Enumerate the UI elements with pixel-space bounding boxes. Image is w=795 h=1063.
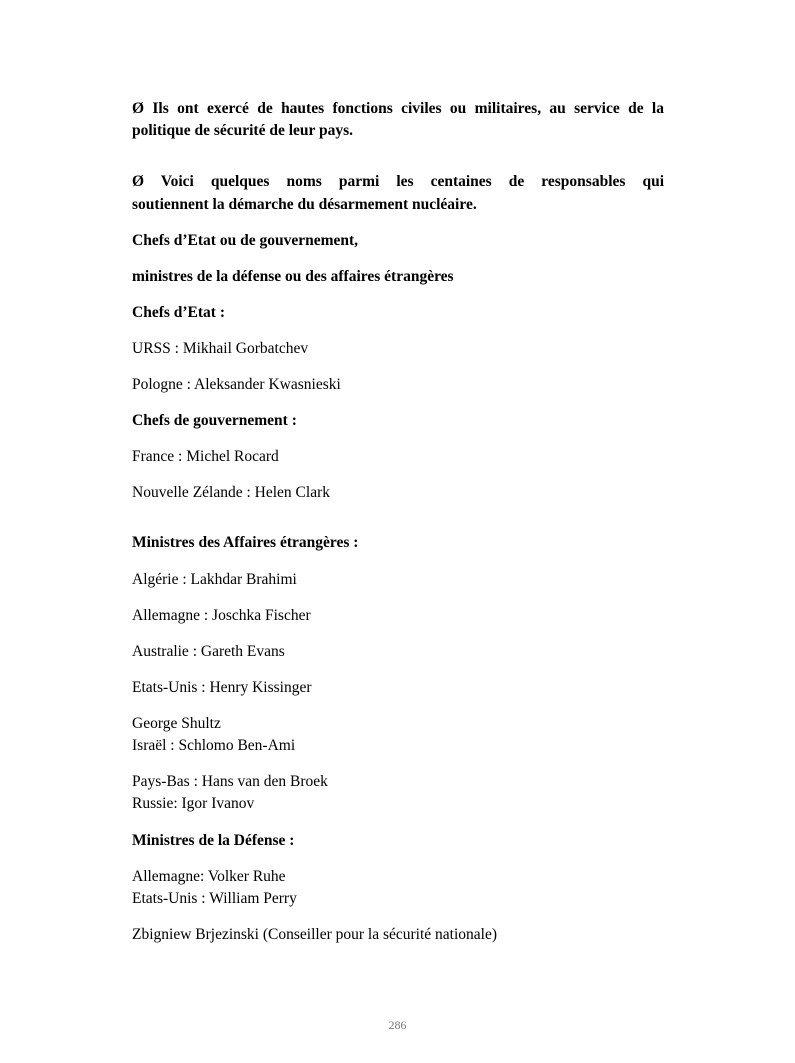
list-item: France : Michel Rocard xyxy=(132,448,279,465)
list-item: Pays-Bas : Hans van den Broek xyxy=(132,773,328,790)
list-item: Algérie : Lakhdar Brahimi xyxy=(132,571,297,588)
list-item: George Shultz xyxy=(132,715,221,732)
list-item: Pologne : Aleksander Kwasnieski xyxy=(132,376,341,393)
para1-line1: Ø Ils ont exercé de hautes fonctions civiles ou militaires, au service de la xyxy=(132,100,664,117)
section-title-defense: Ministres de la Défense : xyxy=(132,832,295,849)
list-item: URSS : Mikhail Gorbatchev xyxy=(132,340,309,357)
section-title-chefs-etat: Chefs d’Etat : xyxy=(132,304,225,321)
list-item: Etats-Unis : Henry Kissinger xyxy=(132,679,312,696)
list-item: Zbigniew Brjezinski (Conseiller pour la sécurité nationale) xyxy=(132,926,497,943)
para2-line2: soutiennent la démarche du désarmement nucléaire. xyxy=(132,196,477,213)
list-item: Russie: Igor Ivanov xyxy=(132,795,255,812)
section-title-affaires-etrangeres: Ministres des Affaires étrangères : xyxy=(132,534,359,551)
section-title-chefs-gouvernement: Chefs de gouvernement : xyxy=(132,412,297,429)
list-item: Allemagne: Volker Ruhe xyxy=(132,868,286,885)
list-item: Etats-Unis : William Perry xyxy=(132,890,297,907)
page-number: 286 xyxy=(388,1018,407,1032)
list-item: Nouvelle Zélande : Helen Clark xyxy=(132,484,330,501)
para2-line1: Ø Voici quelques noms parmi les centaines de responsables qui xyxy=(132,173,664,190)
list-item: Israël : Schlomo Ben-Ami xyxy=(132,737,296,754)
heading-main-2: ministres de la défense ou des affaires étrangères xyxy=(132,268,454,285)
heading-main-1: Chefs d’Etat ou de gouvernement, xyxy=(132,232,359,249)
para1-line2: politique de sécurité de leur pays. xyxy=(132,122,354,139)
list-item: Australie : Gareth Evans xyxy=(132,643,285,660)
list-item: Allemagne : Joschka Fischer xyxy=(132,607,311,624)
